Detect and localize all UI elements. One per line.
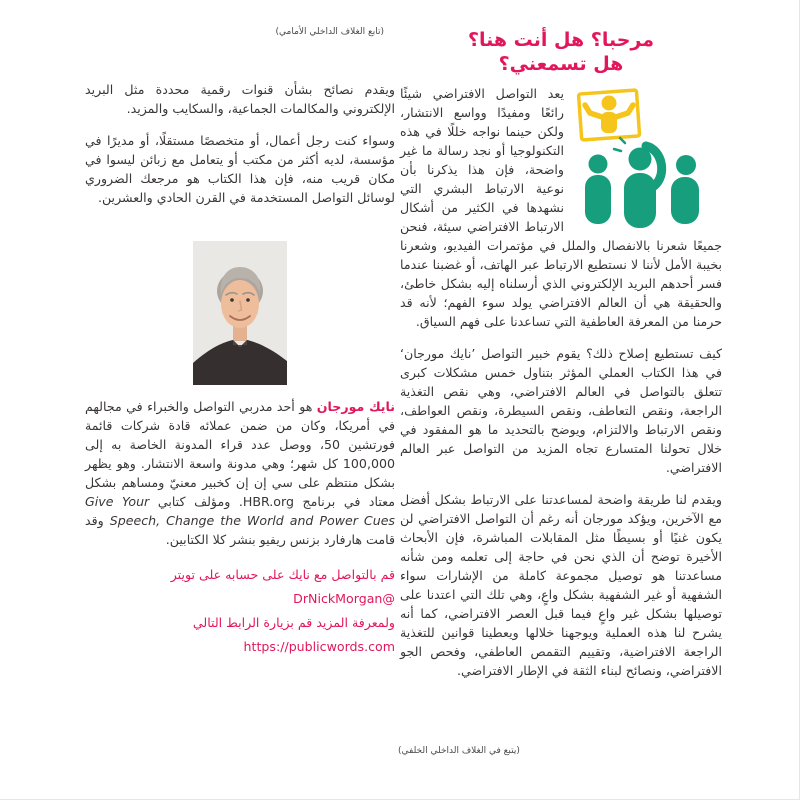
intro-paragraph-2: كيف تستطيع إصلاح ذلك؟ يقوم خبير التواصل ’نايك مورجان‘ في هذا الكتاب العملي المؤثر بتناول خمس مشكلات كبرى تتعلق بالتواصل في العالم الافتراضي، وهي نقص التغذية الراجعة، ونقص التعاطف، ونقص السيطرة، ونقص العواطف، ونقص الارتباط والالتزام، ويوضح بالتحديد ما هو المفقود في خلال تحولنا المتسارع تجاه المزيد من التواصل عبر العالم الافتراضي. xyxy=(400,346,722,475)
audience-figures-icon xyxy=(585,138,699,228)
twitter-handle-link[interactable]: @DrNickMorgan xyxy=(293,591,395,606)
author-name: نايك مورجان xyxy=(316,399,395,414)
visit-invite-line: ولمعرفة المزيد قم بزيارة الرابط التالي xyxy=(192,615,395,630)
author-bio-text-2: وقد قامت هارفارد بزنس ريفيو بنشر كلا الكتابين. xyxy=(85,513,395,547)
author-headshot-photo xyxy=(193,241,287,385)
page-title xyxy=(400,28,722,76)
website-link[interactable]: https://publicwords.com xyxy=(243,639,395,654)
author-bio xyxy=(85,397,395,549)
audience-paragraph: وسواء كنت رجل أعمال، أو متخصصًا مستقلًا، أو مديرًا في مؤسسة، لديه أكثر من مكتب أو يتعامل مع زبائن ليسوا في مكان قريب منه، فإن هذا الكتاب هو مرجعك الضروري لوسائل التواصل المستخدمة في القرن الحادي والعشرين. xyxy=(85,133,395,205)
contact-block xyxy=(85,563,395,659)
twitter-invite-line: قم بالتواصل مع نايك على حسابه على تويتر xyxy=(170,567,395,582)
headline-line2: هل تسمعني؟ xyxy=(498,53,624,75)
continued-from-note: (تابع الغلاف الداخلي الأمامي) xyxy=(275,27,384,37)
headline-line1: مرحبا؟ هل أنت هنا؟ xyxy=(467,29,654,51)
author-bio-text-1: هو أحد مدربي التواصل والخبراء في مجالهم في أمريكا، وكان من ضمن عملائه قادة شركات قائمة فورتشين 50، ووصل عدد قراء المدونة الخاصة به إلى 100,000 كل شهر؛ وهي مدونة واسعة الانتشار. وهو يظهر بشكل منتظم على سي إن إن كخبير معنيّ ومساهم بشكل معتاد في برنامج HBR.org. ومؤلف كتابي xyxy=(85,399,395,509)
book-titles: Give Your Speech, Change the World and Power Cues xyxy=(85,494,395,528)
intro-paragraph-3: ويقدم لنا طريقة واضحة لمساعدتنا على الارتباط بشكل أفضل مع الآخرين، ويؤكد مورجان أنه رغم أن التواصل الافتراضي لن يكون غنيًا أو بسيطًا مثل المقابلات المباشرة، فإن الأبحاث الأخيرة توضح أن الذي نحن في حاجة إلى تعلمه ومن شأنه مساعدتنا هو توصيل مجموعة كاملة من الإشارات سواء الشفهية أو غير الشفهية بشكل واعٍ، وهي تلك التي اعتدنا على توصيلها بشكل غير واعٍ فيما قبل العصر الافتراضي، كما أنه يشرح لنا هذه العملية ويوجهنا خلالها ويعطينا قوانين للتغذية الراجعة الافتراضية، وتقييم التقمص العاطفي، وفحص الجو الافتراضي، ونصائح لبناء الثقة في الإطار الافتراضي. xyxy=(400,492,722,678)
advice-paragraph: ويقدم نصائح بشأن قنوات رقمية محددة مثل البريد الإلكتروني والمكالمات الجماعية، والسكايب والمزيد. xyxy=(85,82,395,116)
video-call-confusion-illustration xyxy=(574,86,722,228)
illustration-svg xyxy=(574,86,722,228)
intro-paragraph-1: يعد التواصل الافتراضي شيئًا رائعًا ومفيدًا وواسع الانتشار، ولكن حينما نواجه خللًا في هذه التكنولوجيا أو نجد رسالة ما غير واضحة، فإن هذا يذكرنا بأن نوعية الارتباط البشري التي نشهدها في الكثير من أشكال الارتباط الافتراضي سيئة، فنحن جميعًا شعرنا بالانفصال والملل في مؤتمرات الفيديو، وشعرنا بخيبة الأمل لأننا لا نستطيع الارتباط عبر الهاتف، أو غضبنا عندما فسر أحدهم البريد الإلكتروني الذي أرسلناه إليه بشكل خاطئ، والحقيقة هي أن العالم الافتراضي يولد سوء الفهم؛ لأنه قد حرمنا من المعرفة العاطفية التي تساعدنا على فهم السياق. xyxy=(400,86,722,329)
intro-column xyxy=(400,84,722,693)
author-column xyxy=(85,80,395,659)
presenter-figure-icon xyxy=(585,96,633,134)
continued-on-note: (يتبع في الغلاف الداخلي الخلفي) xyxy=(398,746,520,756)
